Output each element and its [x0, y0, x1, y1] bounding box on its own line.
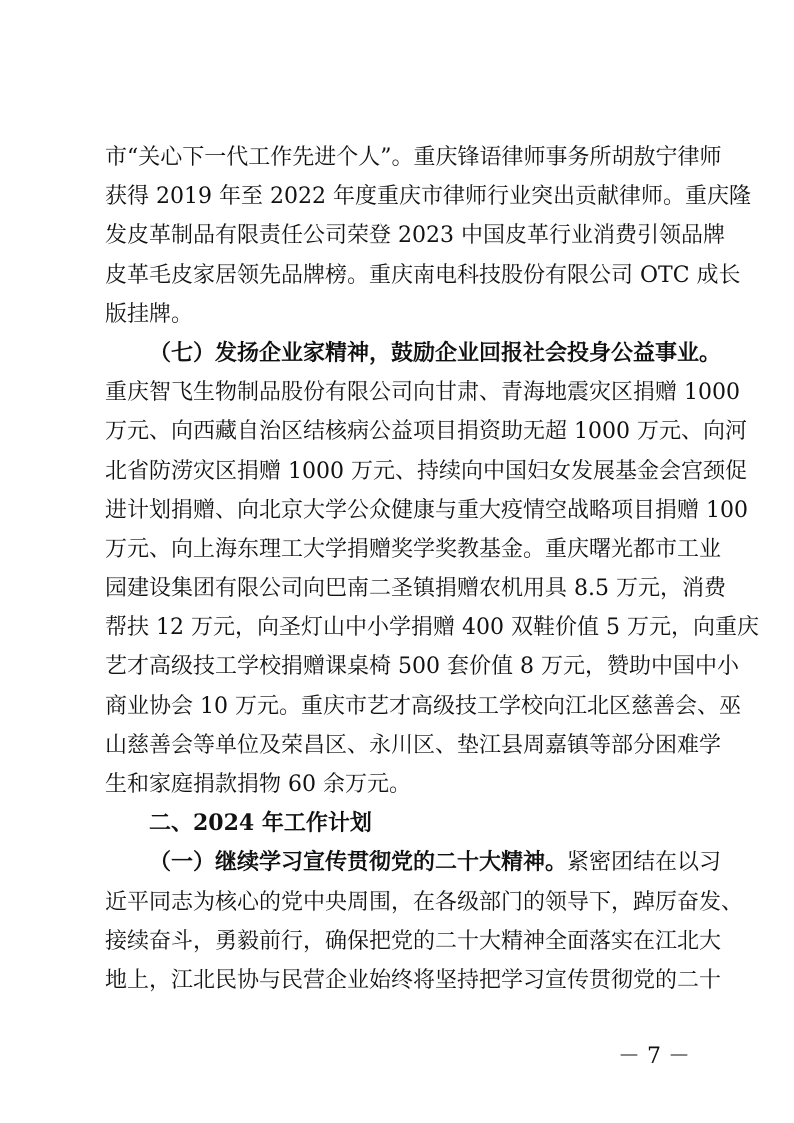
paragraph-line: 市“关心下一代工作先进个人”。重庆锋语律师事务所胡敖宁律师 [105, 145, 722, 170]
paragraph-line: 生和家庭捐款捐物 60 余万元。 [105, 772, 411, 797]
paragraph-line: 商业协会 10 万元。重庆市艺才高级技工学校向江北区慈善会、巫 [105, 693, 741, 719]
paragraph-line: 北省防涝灾区捐赠 1000 万元、持续向中国妇女发展基金会宫颈促 [105, 458, 747, 484]
paragraph-line: 皮革毛皮家居领先品牌榜。重庆南电科技股份有限公司 OTC 成长 [105, 262, 741, 288]
part-heading: 二、2024 年工作计划 [149, 810, 372, 837]
paragraph-line: 万元、向西藏自治区结核病公益项目捐资助无超 1000 万元、向河 [105, 419, 747, 445]
paragraph-line: 山慈善会等单位及荣昌区、永川区、垫江县周嘉镇等部分困难学 [105, 732, 722, 758]
paragraph-line: 进计划捐赠、向北京大学公众健康与重大疫情空战略项目捐赠 100 [105, 497, 748, 523]
paragraph-line: 万元、向上海东理工大学捐赠奖学奖教基金。重庆曙光都市工业 [105, 536, 722, 562]
section-heading: （七）发扬企业家精神，鼓励企业回报社会投身公益事业。 [149, 339, 722, 366]
paragraph-line: 获得 2019 年至 2022 年度重庆市律师行业突出贡献律师。重庆隆 [105, 184, 751, 210]
paragraph-line: 帮扶 12 万元，向圣灯山中小学捐赠 400 双鞋价值 5 万元，向重庆 [105, 615, 759, 641]
paragraph-line [105, 843, 722, 882]
page-number: － 7 － [618, 1044, 690, 1069]
paragraph-line: 接续奋斗，勇毅前行，确保把党的二十大精神全面落实在江北大 [105, 928, 722, 954]
paragraph-line: 近平同志为核心的党中央周围，在各级部门的领导下，踔厉奋发、 [105, 889, 744, 915]
paragraph-line: 艺才高级技工学校捐赠课桌椅 500 套价值 8 万元，赞助中国中小 [105, 654, 739, 680]
paragraph-text: 紧密团结在以习 [567, 850, 722, 876]
paragraph-line: 版挂牌。 [105, 301, 194, 327]
paragraph-line: 重庆智飞生物制品股份有限公司向甘肃、青海地震灾区捐赠 1000 [105, 380, 740, 406]
paragraph-line: 园建设集团有限公司向巴南二圣镇捐赠农机用具 8.5 万元，消费 [105, 576, 726, 602]
paragraph-line: 地上，江北民协与民营企业始终将坚持把学习宣传贯彻党的二十 [105, 967, 722, 993]
item-heading: （一）继续学习宣传贯彻党的二十大精神。 [149, 849, 568, 876]
document-body [105, 138, 759, 1000]
paragraph-line: 发皮革制品有限责任公司荣登 2023 中国皮革行业消费引领品牌 [105, 223, 725, 249]
